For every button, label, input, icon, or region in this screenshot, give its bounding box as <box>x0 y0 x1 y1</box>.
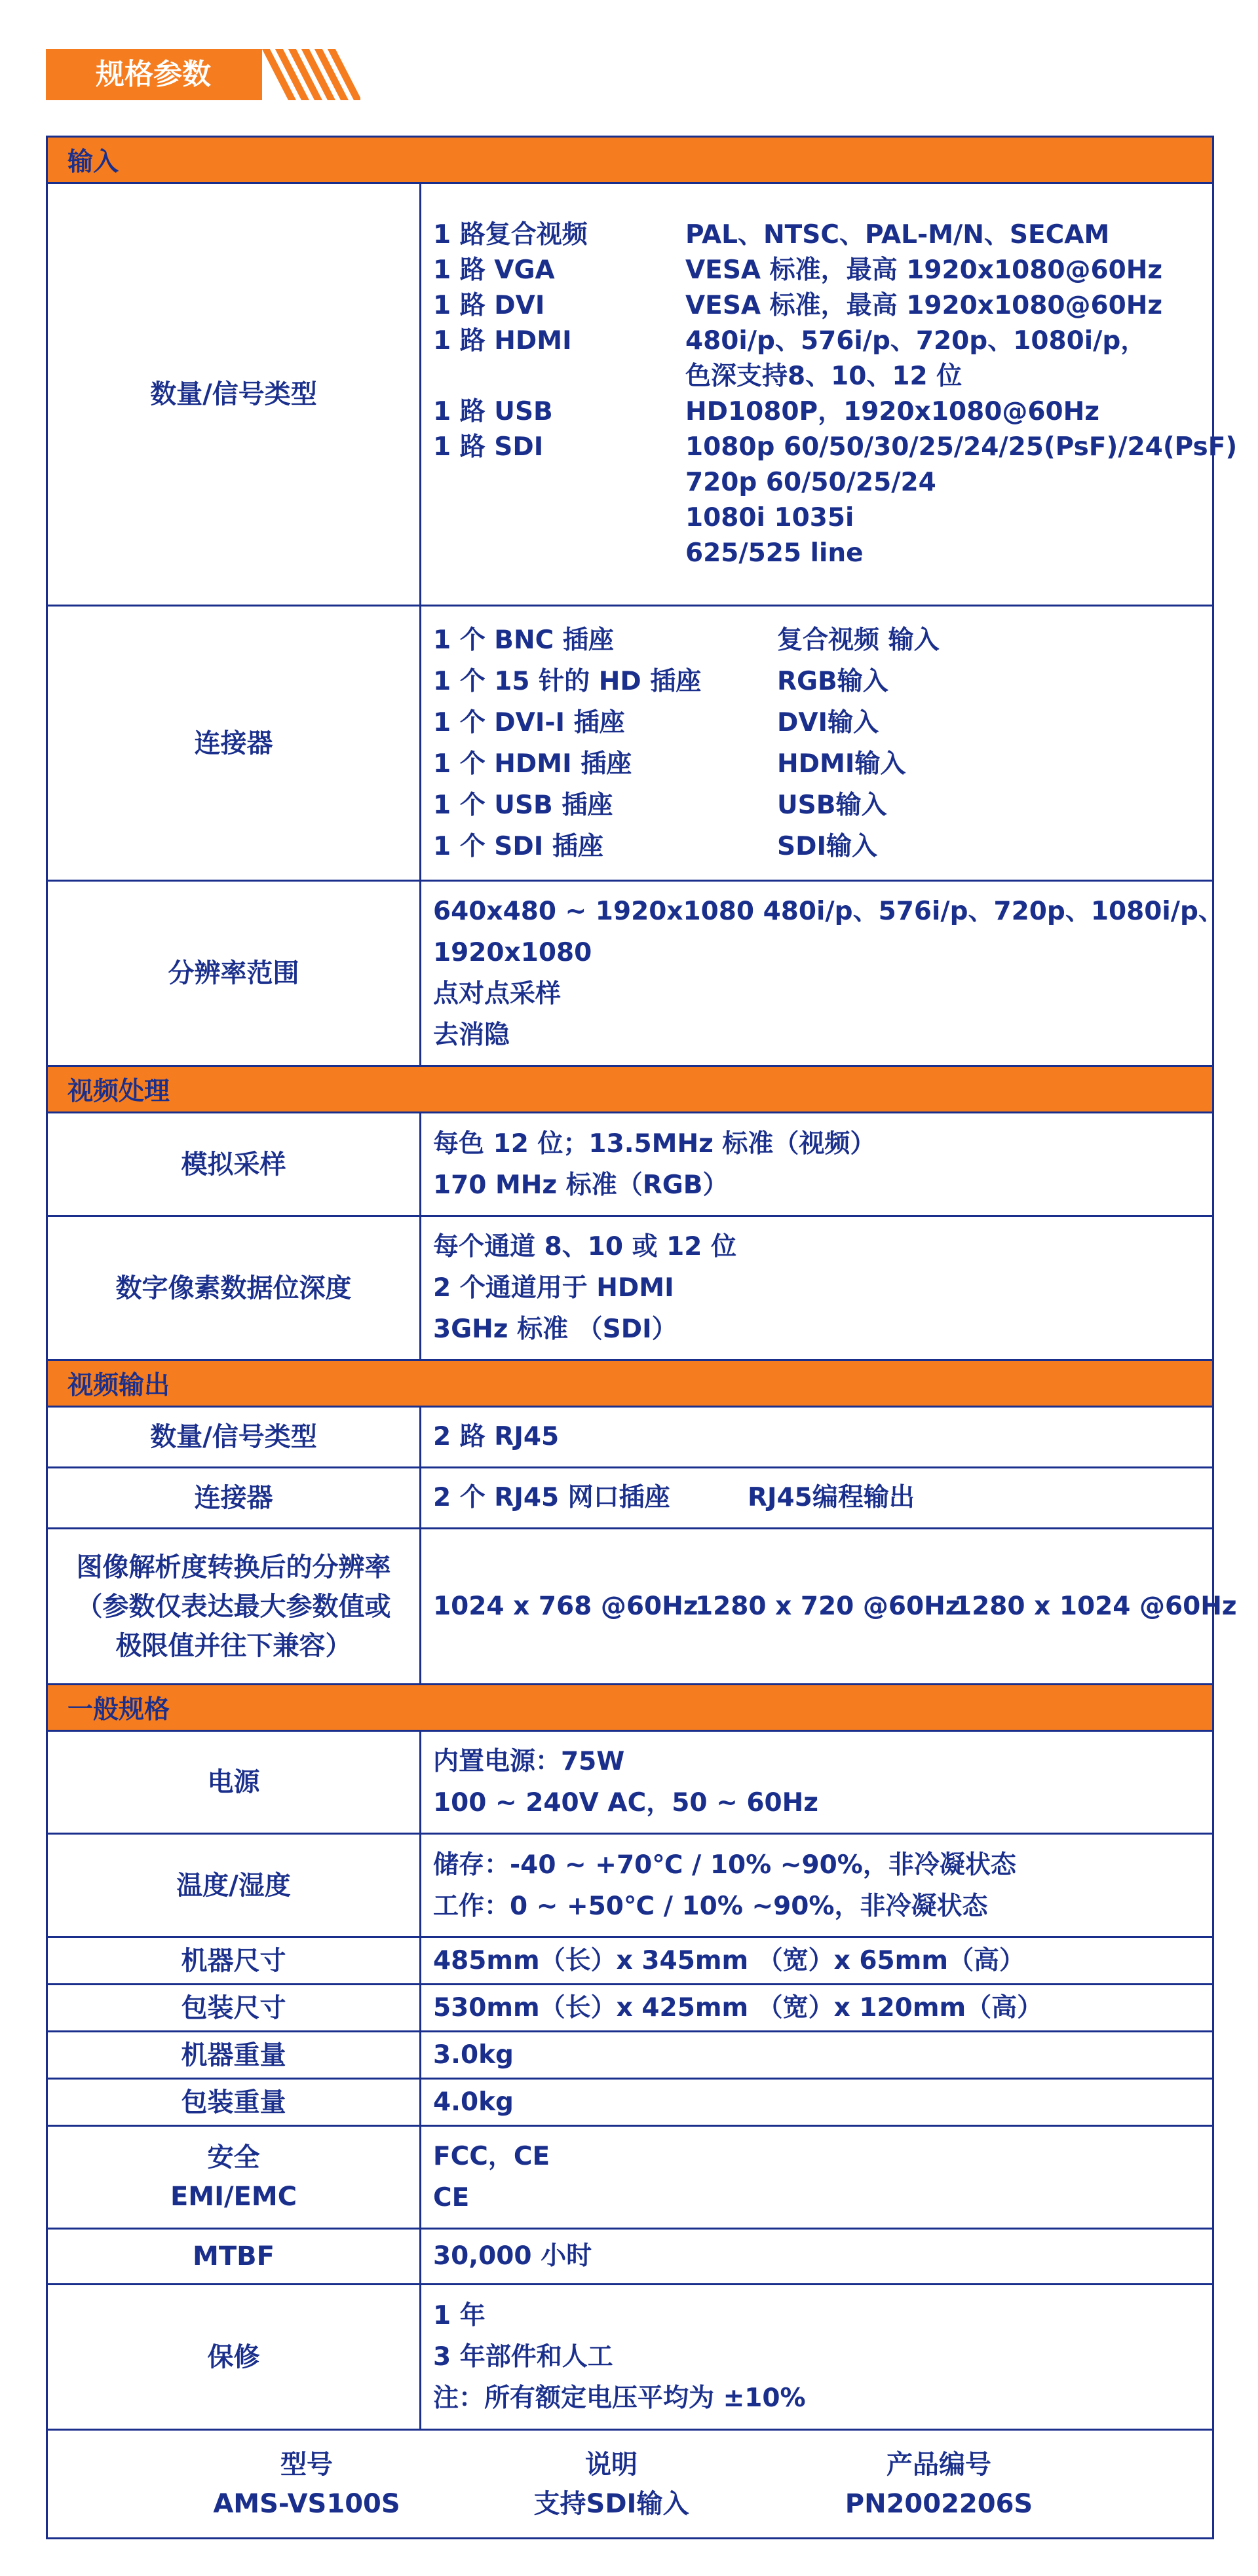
output-signal-label: 数量/信号类型 <box>47 1407 421 1468</box>
temperature-line: 储存：-40 ~ +70℃ / 10% ~90%，非冷凝状态 <box>433 1850 1016 1880</box>
temperature-label: 温度/湿度 <box>47 1834 421 1937</box>
package-weight-value <box>421 2079 1213 2126</box>
signal-row <box>433 536 1212 571</box>
safety-values <box>421 2126 1213 2229</box>
signal-row-port: 1 路 USB <box>433 397 553 426</box>
connector-row-spec: HDMI输入 <box>777 749 906 779</box>
connector-row <box>433 826 1212 867</box>
signal-row-port: 1 路 VGA <box>433 255 555 285</box>
scaled-value: 1280 x 720 @60Hz <box>695 1591 961 1621</box>
signal-row-port: 1 路 DVI <box>433 291 545 320</box>
output-signal-text: 2 路 RJ45 <box>433 1422 560 1451</box>
resolution-line: 去消隐 <box>433 1020 510 1050</box>
package-size-label: 包装尺寸 <box>47 1985 421 2032</box>
power-line: 内置电源：75W <box>433 1747 625 1776</box>
description-value: 支持SDI输入 <box>533 2488 689 2519</box>
section-banner <box>46 49 360 100</box>
signal-row <box>433 430 1238 465</box>
signal-row <box>433 253 1212 288</box>
description-column <box>474 2445 749 2524</box>
scaled-value: 1280 x 1024 @60Hz <box>954 1591 1237 1621</box>
safety-label-line: EMI/EMC <box>170 2182 297 2212</box>
signal-row <box>433 359 1212 394</box>
mtbf-value <box>421 2229 1213 2285</box>
device-size-value <box>421 1937 1213 1985</box>
mtbf-text: 30,000 小时 <box>433 2241 592 2271</box>
connector-row-spec: SDI输入 <box>777 831 877 861</box>
input-resolution-label: 分辨率范围 <box>47 881 421 1066</box>
input-connector-label: 连接器 <box>47 606 421 881</box>
warranty-values <box>421 2285 1213 2430</box>
scaled-resolution-values <box>421 1529 1237 1685</box>
banner-title: 规格参数 <box>96 58 211 91</box>
product-footer <box>47 2430 1213 2539</box>
safety-label-line: 安全 <box>207 2142 260 2173</box>
input-signal-label: 数量/信号类型 <box>47 183 421 606</box>
bit-depth-label: 数字像素数据位深度 <box>47 1216 421 1360</box>
device-weight-value <box>421 2032 1213 2079</box>
connector-row-port: 1 个 USB 插座 <box>433 790 613 820</box>
mtbf-label: MTBF <box>47 2229 421 2285</box>
signal-row-port: 1 路复合视频 <box>433 220 588 250</box>
input-signal-values <box>421 183 1238 606</box>
bit-depth-line: 2 个通道用于 HDMI <box>433 1273 674 1303</box>
signal-row-spec: VESA 标准，最高 1920x1080@60Hz <box>685 291 1163 320</box>
model-column <box>169 2445 444 2524</box>
connector-row-port: 1 个 15 针的 HD 插座 <box>433 666 702 696</box>
output-connector-desc: RJ45编程输出 <box>748 1483 915 1512</box>
signal-row-port: 1 路 HDMI <box>433 326 572 356</box>
warranty-label: 保修 <box>47 2285 421 2430</box>
section-video-output: 视频输出 <box>47 1360 1213 1407</box>
signal-row-spec: HD1080P，1920x1080@60Hz <box>685 397 1099 426</box>
package-weight-text: 4.0kg <box>433 2087 514 2117</box>
bit-depth-line: 每个通道 8、10 或 12 位 <box>433 1232 736 1261</box>
safety-line: FCC，CE <box>433 2142 550 2171</box>
product-code-value: PN2002206S <box>845 2488 1033 2519</box>
bit-depth-values <box>421 1216 1213 1360</box>
temperature-line: 工作：0 ~ +50℃ / 10% ~90%，非冷凝状态 <box>433 1891 988 1921</box>
signal-row <box>433 394 1212 430</box>
scaled-resolution-label <box>47 1529 421 1685</box>
signal-row-spec: PAL、NTSC、PAL-M/N、SECAM <box>685 220 1110 250</box>
signal-row <box>433 324 1212 359</box>
signal-row-spec: 480i/p、576i/p、720p、1080i/p， <box>685 326 1147 356</box>
connector-row-port: 1 个 DVI-I 插座 <box>433 707 625 737</box>
section-video-processing: 视频处理 <box>47 1066 1213 1113</box>
safety-line: CE <box>433 2183 470 2212</box>
scaled-value: 1024 x 768 @60Hz <box>433 1591 698 1621</box>
section-general: 一般规格 <box>47 1685 1213 1731</box>
connector-row <box>433 743 1212 785</box>
device-weight-label: 机器重量 <box>47 2032 421 2079</box>
analog-line: 170 MHz 标准（RGB） <box>433 1170 729 1200</box>
scaled-values-line <box>433 1587 1237 1626</box>
connector-row <box>433 785 1212 826</box>
input-resolution-values <box>421 881 1224 1066</box>
product-code-label: 产品编号 <box>886 2449 991 2480</box>
analog-line: 每色 12 位；13.5MHz 标准（视频） <box>433 1129 876 1159</box>
power-values <box>421 1731 1213 1834</box>
connector-row-port: 1 个 HDMI 插座 <box>433 749 632 779</box>
connector-row <box>433 661 1212 702</box>
signal-row-spec: 625/525 line <box>685 538 864 568</box>
signal-row <box>433 465 1212 500</box>
signal-row-spec: 1080i 1035i <box>685 503 854 532</box>
bit-depth-line: 3GHz 标准 （SDI） <box>433 1315 677 1344</box>
warranty-line: 注：所有额定电压平均为 ±10% <box>433 2383 806 2413</box>
output-connector-name: 2 个 RJ45 网口插座 <box>433 1483 670 1512</box>
output-connector-value <box>421 1468 1213 1529</box>
connector-row-spec: DVI输入 <box>777 707 879 737</box>
power-line: 100 ~ 240V AC，50 ~ 60Hz <box>433 1788 818 1818</box>
package-size-text: 530mm（长）x 425mm （宽）x 120mm（高） <box>433 1992 1043 2023</box>
signal-row-spec: 1080p 60/50/30/25/24/25(PsF)/24(PsF) <box>685 432 1238 462</box>
product-code-column <box>801 2445 1077 2524</box>
input-connector-values <box>421 606 1213 881</box>
temperature-values <box>421 1834 1213 1937</box>
model-label: 型号 <box>280 2449 333 2480</box>
spec-table <box>46 136 1238 2539</box>
resolution-line: 点对点采样 <box>433 979 562 1009</box>
connector-row-spec: RGB输入 <box>777 666 888 696</box>
device-size-label: 机器尺寸 <box>47 1937 421 1985</box>
signal-row <box>433 217 1212 253</box>
section-input: 输入 <box>47 137 1213 183</box>
scaled-label-line: （参数仅表达最大参数值或 <box>76 1591 391 1622</box>
warranty-line: 1 年 <box>433 2301 486 2330</box>
connector-row-port: 1 个 SDI 插座 <box>433 831 603 861</box>
connector-row-port: 1 个 BNC 插座 <box>433 625 614 655</box>
connector-row <box>433 620 1212 661</box>
output-connector-line <box>433 1478 1212 1518</box>
model-value: AMS-VS100S <box>213 2488 400 2519</box>
signal-row-spec: 色深支持8、10、12 位 <box>685 362 963 391</box>
signal-row <box>433 500 1212 536</box>
stripes-decoration <box>262 49 360 100</box>
device-weight-text: 3.0kg <box>433 2040 514 2070</box>
output-signal-value <box>421 1407 1213 1468</box>
output-connector-label: 连接器 <box>47 1468 421 1529</box>
description-label: 说明 <box>585 2449 638 2480</box>
analog-sampling-values <box>421 1113 1213 1216</box>
warranty-line: 3 年部件和人工 <box>433 2342 613 2372</box>
package-weight-label: 包装重量 <box>47 2079 421 2126</box>
safety-label <box>47 2126 421 2229</box>
scaled-label-line: 图像解析度转换后的分辨率 <box>76 1552 391 1582</box>
device-size-text: 485mm（长）x 345mm （宽）x 65mm（高） <box>433 1945 1025 1975</box>
connector-row <box>433 702 1212 743</box>
analog-sampling-label: 模拟采样 <box>47 1113 421 1216</box>
connector-row-spec: 复合视频 输入 <box>777 625 940 655</box>
resolution-line: 1920x1080 <box>433 938 592 967</box>
signal-row <box>433 288 1212 324</box>
resolution-line: 640x480 ~ 1920x1080 480i/p、576i/p、720p、1080i/p、 <box>433 897 1224 926</box>
signal-row-spec: 720p 60/50/25/24 <box>685 468 936 497</box>
signal-row-port: 1 路 SDI <box>433 432 544 462</box>
scaled-label-line: 极限值并往下兼容） <box>115 1630 352 1661</box>
signal-row-spec: VESA 标准，最高 1920x1080@60Hz <box>685 255 1163 285</box>
power-label: 电源 <box>47 1731 421 1834</box>
package-size-value <box>421 1985 1213 2032</box>
connector-row-spec: USB输入 <box>777 790 887 820</box>
